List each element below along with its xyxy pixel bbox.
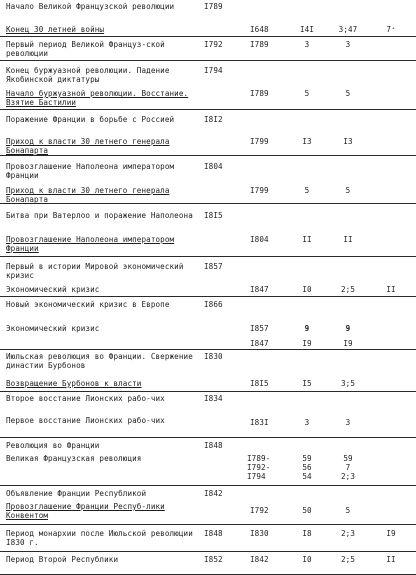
- reference-year: I789-: [247, 454, 271, 463]
- reference-title: Конец 30 летней войны: [6, 25, 105, 34]
- interval-value: II: [302, 235, 312, 244]
- reference-title: Великая Французская революция: [6, 454, 142, 463]
- event-title: Второе восстание Лионских рабо-чих: [6, 394, 165, 403]
- interval-value: 50: [302, 506, 312, 515]
- interval-value: I3: [302, 137, 312, 146]
- event-title: Провозглашение Наполеона императором Франции: [6, 162, 175, 180]
- reference-title: Начало буржуазной революции. Восстание. Взятие Бастилии: [6, 89, 189, 107]
- reference-year: I799: [250, 186, 269, 195]
- reference-title: Первое восстание Лионских рабо-чих: [6, 416, 165, 425]
- table-row: [0, 61, 416, 110]
- interval-list: [297, 454, 317, 481]
- table-row: [0, 438, 416, 486]
- reference-year-list: [247, 454, 270, 481]
- event-title: Первый в истории Мировой экономический кризис: [6, 262, 184, 280]
- reference-year: I789: [250, 40, 269, 49]
- extra-value: II: [386, 555, 396, 564]
- event-title: Начало Великой Французской революции: [6, 2, 175, 11]
- ratio-value: 5: [345, 89, 351, 98]
- event-title: Июльская революция во Франции. Свержение династии Бурбонов: [6, 352, 193, 370]
- table-row: [0, 204, 416, 257]
- event-title: Первый период Великой Француз-ской революции: [6, 40, 165, 58]
- table-row: [0, 0, 416, 37]
- reference-year: I8I5: [250, 379, 269, 388]
- event-title: Объявление Франции Республикой: [6, 489, 147, 498]
- event-year: I848: [204, 441, 223, 450]
- event-year: I794: [204, 66, 223, 75]
- event-year: I792: [204, 40, 223, 49]
- reference-year-list: [250, 324, 269, 348]
- ratio-value: I3: [343, 137, 353, 146]
- extra-value: 7⁺: [386, 25, 396, 34]
- interval-value: 3: [304, 418, 310, 427]
- ratio-value: II: [343, 235, 353, 244]
- event-title: Конец буржуазной революции. Падение Якобинской диктатуры: [6, 66, 170, 84]
- ratio-value: I9: [343, 339, 353, 348]
- ratio-value: 9: [345, 324, 351, 333]
- ratio-list: [334, 324, 362, 348]
- table-row: [0, 257, 416, 297]
- interval-value: I9: [302, 339, 312, 348]
- reference-year: I792: [250, 506, 269, 515]
- extra-value: I9: [386, 529, 396, 538]
- event-year: I848: [204, 529, 223, 538]
- reference-year: I847: [250, 285, 269, 294]
- ratio-value: 2;3: [340, 472, 355, 481]
- reference-year: I648: [250, 25, 269, 34]
- event-year: I830: [204, 352, 223, 361]
- table-row: [0, 37, 416, 61]
- reference-title: Приход к власти 30 летнего генерала Бонапарта: [6, 186, 170, 204]
- interval-value: 59: [302, 454, 312, 463]
- interval-value: I4I: [299, 25, 314, 34]
- ratio-value: 7: [345, 463, 351, 472]
- reference-year: I857: [250, 324, 269, 333]
- reference-year: I847: [250, 339, 269, 348]
- event-year: I842: [204, 489, 223, 498]
- ratio-value: 3;47: [338, 25, 358, 34]
- event-year: I834: [204, 394, 223, 403]
- ratio-value: 59: [343, 454, 353, 463]
- interval-value: 3: [304, 40, 310, 49]
- interval-value: I5: [302, 379, 312, 388]
- reference-year: I789: [250, 89, 269, 98]
- event-title: Период Второй Республики: [6, 555, 119, 564]
- interval-value: I0: [302, 285, 312, 294]
- reference-title: Приход к власти 30 летнего генерала Бонапарта: [6, 137, 170, 155]
- event-title: Поражение Франции в борьбе с Россией: [6, 115, 175, 124]
- interval-value: 54: [302, 472, 312, 481]
- extra-value: II: [386, 285, 396, 294]
- interval-value: 5: [304, 89, 310, 98]
- event-year: I866: [204, 300, 223, 309]
- interval-value: 9: [304, 324, 310, 333]
- interval-value: I0: [302, 555, 312, 564]
- table-row: [0, 350, 416, 392]
- event-title: Революция во Франции: [6, 441, 100, 450]
- event-year: I852: [204, 555, 223, 564]
- reference-title: Возвращение Бурбонов к власти: [6, 379, 142, 388]
- ratio-value: 2;3: [340, 529, 355, 538]
- table-row: [0, 297, 416, 350]
- event-title: Новый экономический кризис в Европе: [6, 300, 170, 309]
- reference-title: Экономический кризис: [6, 285, 100, 294]
- ratio-value: 3;5: [340, 379, 355, 388]
- reference-year: I842: [250, 555, 269, 564]
- reference-year: I83I: [250, 418, 269, 427]
- reference-year: I830: [250, 529, 269, 538]
- ratio-value: 5: [345, 506, 351, 515]
- reference-year: I804: [250, 235, 269, 244]
- event-title: Период монархии после Июльской революции I830 г.: [6, 529, 193, 547]
- ratio-value: 3: [345, 418, 351, 427]
- ratio-value: 2;5: [340, 285, 355, 294]
- reference-year: I794: [247, 472, 266, 481]
- event-title: Битва при Ватерлоо и поражение Наполеона: [6, 211, 193, 220]
- interval-value: 5: [304, 186, 310, 195]
- table-row: [0, 486, 416, 525]
- interval-value: I8: [302, 529, 312, 538]
- event-year: I789: [204, 2, 223, 11]
- table-row: [0, 110, 416, 156]
- reference-title: Провозглашение Наполеона императором Франции: [6, 235, 175, 253]
- interval-list: [297, 324, 317, 348]
- table-row: [0, 392, 416, 438]
- event-year: I8I2: [204, 115, 223, 124]
- reference-title: Экономический кризис: [6, 324, 100, 333]
- table-row: [0, 156, 416, 204]
- reference-year: I792-: [247, 463, 271, 472]
- ratio-value: 2;5: [340, 555, 355, 564]
- event-year: I857: [204, 262, 223, 271]
- reference-title: Провозглашение Франции Респуб-лики Конвентом: [6, 502, 165, 520]
- ratio-value: 3: [345, 40, 351, 49]
- ratio-value: 5: [345, 186, 351, 195]
- ratio-list: [334, 454, 362, 481]
- reference-year: I799: [250, 137, 269, 146]
- table-row: [0, 525, 416, 552]
- interval-value: 56: [302, 463, 312, 472]
- event-year: I8I5: [204, 211, 223, 220]
- event-year: I804: [204, 162, 223, 171]
- table-row: [0, 552, 416, 575]
